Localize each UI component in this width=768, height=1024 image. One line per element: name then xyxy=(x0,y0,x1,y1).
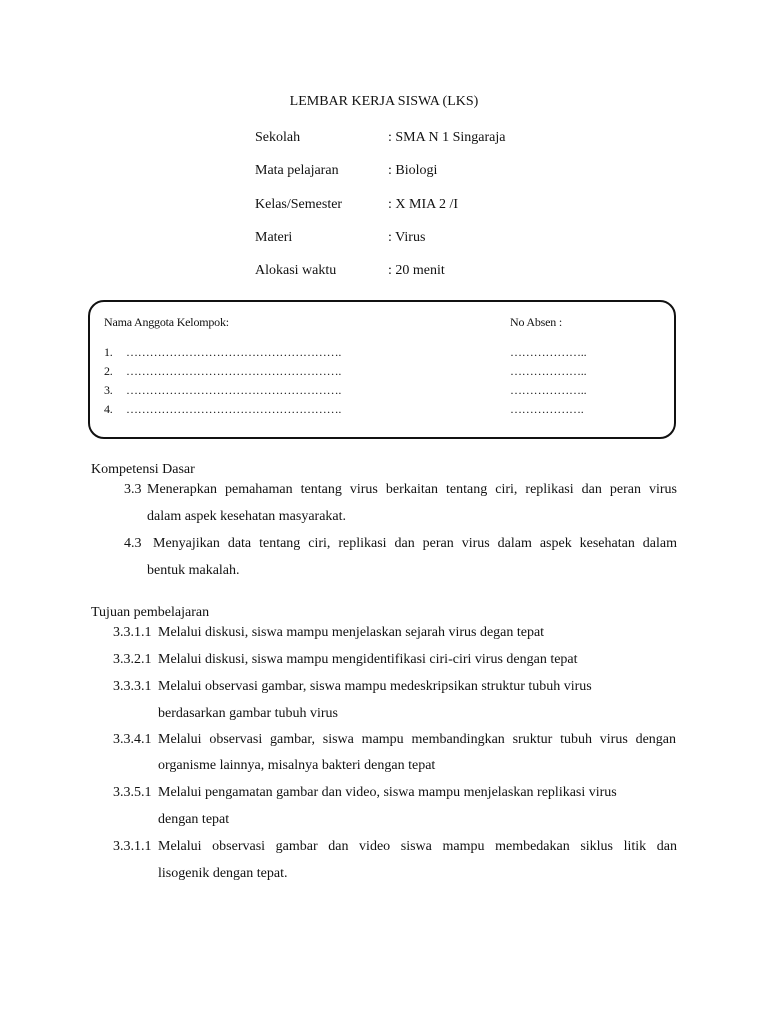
member-absen-blank[interactable]: ……………….. xyxy=(510,383,587,397)
kd-line-continuation: dalam aspek kesehatan masyarakat. xyxy=(147,509,347,524)
kd-number: 4.3 xyxy=(124,536,142,551)
tujuan-heading: Tujuan pembelajaran xyxy=(91,605,210,620)
tujuan-line-continuation: lisogenik dengan tepat. xyxy=(158,866,288,881)
kompetensi-heading: Kompetensi Dasar xyxy=(91,462,195,477)
info-value-mata-pelajaran: : Biologi xyxy=(388,163,438,178)
info-label-mata-pelajaran: Mata pelajaran xyxy=(255,163,339,178)
tujuan-line: Melalui diskusi, siswa mampu mengidentifikasi ciri-ciri virus dengan tepat xyxy=(158,652,578,667)
tujuan-number: 3.3.4.1 xyxy=(113,732,152,747)
info-value-kelas-semester: : X MIA 2 /I xyxy=(388,197,458,212)
absen-header: No Absen : xyxy=(510,315,563,329)
tujuan-line: Melalui observasi gambar, siswa mampu membandingkan sruktur tubuh virus dengan xyxy=(158,732,676,747)
tujuan-line: Melalui diskusi, siswa mampu menjelaskan sejarah virus degan tepat xyxy=(158,625,545,640)
tujuan-number: 3.3.2.1 xyxy=(113,652,152,667)
tujuan-line-continuation: berdasarkan gambar tubuh virus xyxy=(158,706,338,721)
member-row-number: 4. xyxy=(104,402,113,416)
info-label-alokasi-waktu: Alokasi waktu xyxy=(255,263,337,278)
tujuan-number: 3.3.5.1 xyxy=(113,785,152,800)
tujuan-line: Melalui observasi gambar dan video siswa mampu membedakan siklus litik dan xyxy=(158,839,677,854)
member-name-blank[interactable]: ………………………………………………. xyxy=(126,383,342,397)
info-value-materi: : Virus xyxy=(388,230,426,245)
kd-line-continuation: bentuk makalah. xyxy=(147,563,240,578)
page-title: LEMBAR KERJA SISWA (LKS) xyxy=(289,94,479,109)
tujuan-number: 3.3.3.1 xyxy=(113,679,152,694)
info-label-sekolah: Sekolah xyxy=(255,130,301,145)
info-label-kelas-semester: Kelas/Semester xyxy=(255,197,343,212)
member-name-blank[interactable]: ………………………………………………. xyxy=(126,402,342,416)
member-absen-blank[interactable]: ………………. xyxy=(510,402,584,416)
tujuan-number: 3.3.1.1 xyxy=(113,625,152,640)
tujuan-line-continuation: dengan tepat xyxy=(158,812,230,827)
member-row-number: 2. xyxy=(104,364,113,378)
tujuan-line: Melalui observasi gambar, siswa mampu medeskripsikan struktur tubuh virus xyxy=(158,679,592,694)
member-name-blank[interactable]: ………………………………………………. xyxy=(126,364,342,378)
info-value-sekolah: : SMA N 1 Singaraja xyxy=(388,130,506,145)
kd-line: Menyajikan data tentang ciri, replikasi dan peran virus dalam aspek kesehatan dalam xyxy=(153,536,677,551)
members-header: Nama Anggota Kelompok: xyxy=(104,315,229,329)
tujuan-number: 3.3.1.1 xyxy=(113,839,152,854)
member-name-blank[interactable]: ………………………………………………. xyxy=(126,345,342,359)
member-absen-blank[interactable]: ……………….. xyxy=(510,364,587,378)
member-row-number: 1. xyxy=(104,345,113,359)
kd-line: Menerapkan pemahaman tentang virus berkaitan tentang ciri, replikasi dan peran virus xyxy=(147,482,677,497)
tujuan-line: Melalui pengamatan gambar dan video, siswa mampu menjelaskan replikasi virus xyxy=(158,785,617,800)
info-label-materi: Materi xyxy=(255,230,293,245)
kd-number: 3.3 xyxy=(124,482,142,497)
member-absen-blank[interactable]: ……………….. xyxy=(510,345,587,359)
tujuan-line-continuation: organisme lainnya, misalnya bakteri dengan tepat xyxy=(158,758,436,773)
info-value-alokasi-waktu: : 20 menit xyxy=(388,263,445,278)
member-row-number: 3. xyxy=(104,383,113,397)
